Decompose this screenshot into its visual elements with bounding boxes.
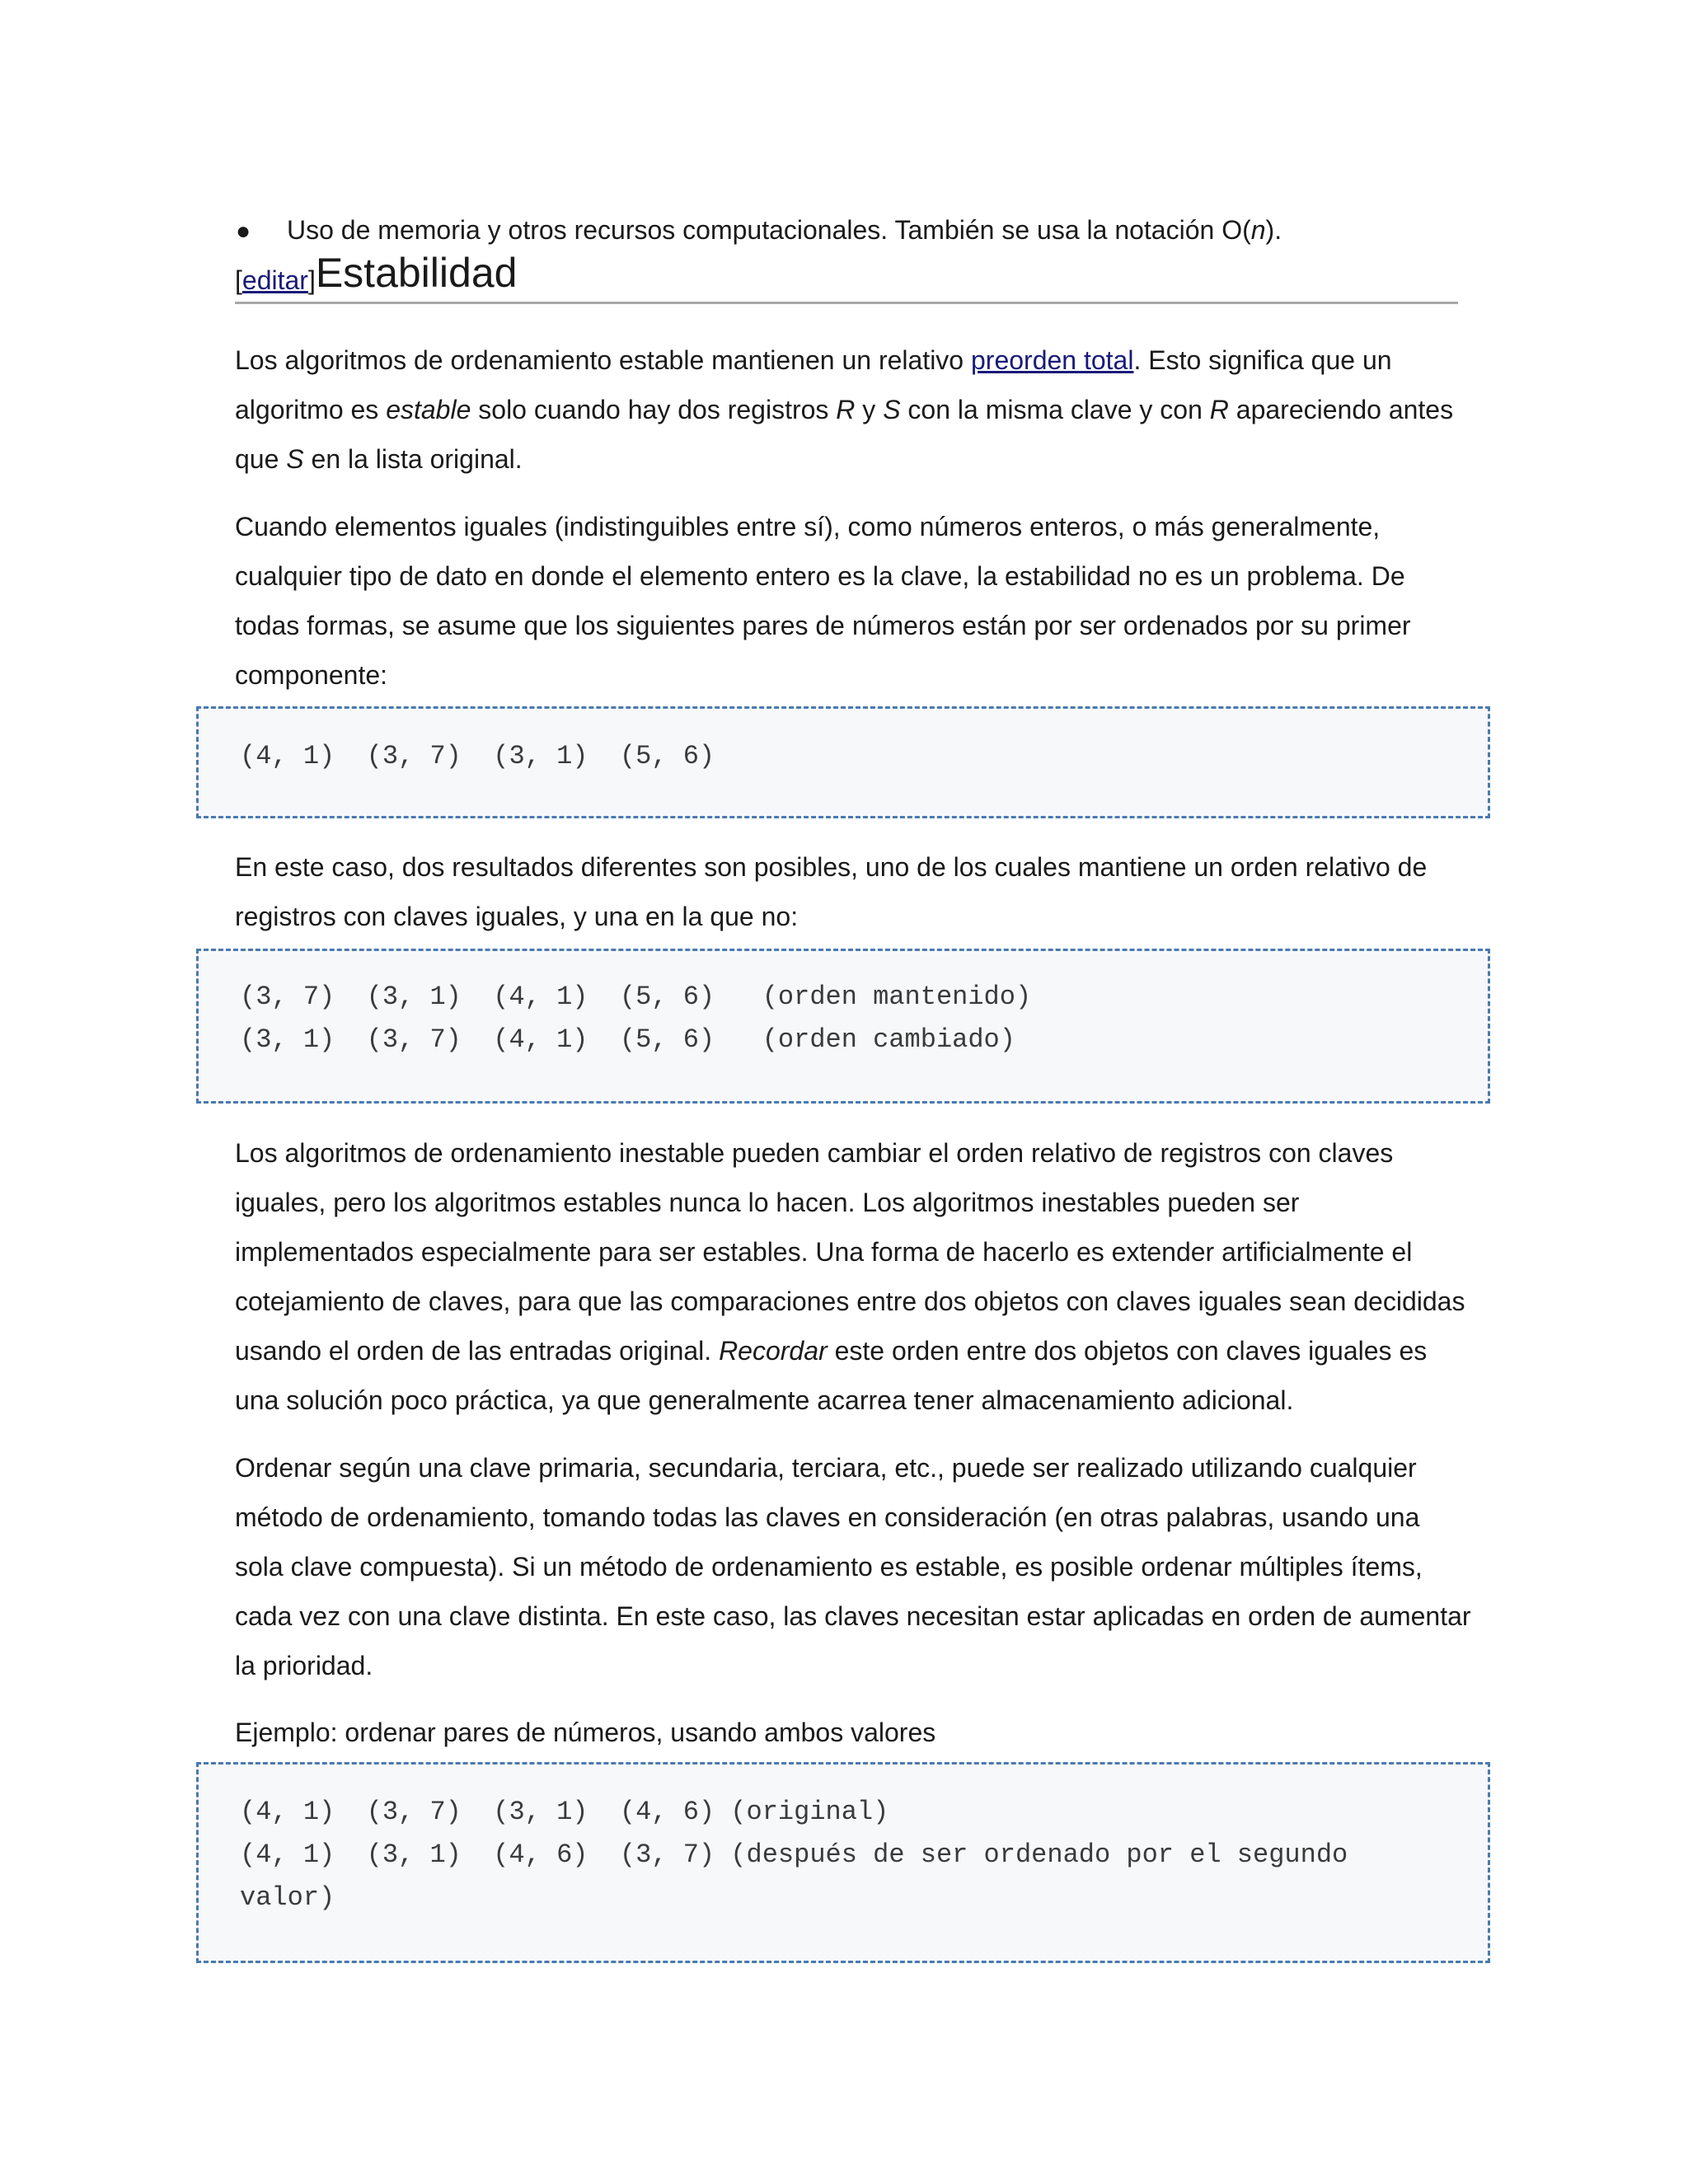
- section-title: Estabilidad: [315, 250, 518, 296]
- code-line: (4, 1) (3, 1) (4, 6) (3, 7) (después de ser ordenado por el segundo valor): [240, 1840, 1364, 1913]
- paragraph-4: Los algoritmos de ordenamiento inestable pueden cambiar el orden relativo de registros con claves iguales, pero los algoritmos estables nunca lo hacen. Los algoritmos inestables pueden ser implementados especialmente para ser estables. Una forma de hacerlo es extender artificialmente el cotejamiento de claves, para que las comparaciones entre dos objetos con claves iguales sean decididas usando el orden de las entradas original. Recordar este orden entre dos objetos con claves iguales es una solución poco práctica, ya que generalmente acarrea tener almacenamiento adicional.: [235, 1138, 1465, 1415]
- edit-link[interactable]: editar: [241, 265, 308, 295]
- paragraph-1: Los algoritmos de ordenamiento estable mantienen un relativo preorden total. Esto significa que un algoritmo es estable solo cuando hay dos registros R y S con la misma clave y con R apareciendo antes que S en la lista original.: [235, 345, 1454, 474]
- section-heading: [235, 247, 1458, 304]
- paragraph-5: Ordenar según una clave primaria, secundaria, terciara, etc., puede ser realizado utilizando cualquier método de ordenamiento, tomando todas las claves en consideración (en otras palabras, usando una sola clave compuesta). Si un método de ordenamiento es estable, es posible ordenar múltiples ítems, cada vez con una clave distinta. En este caso, las claves necesitan estar aplicadas en orden de aumentar la prioridad.: [235, 1453, 1471, 1680]
- bullet-dot-icon: ●: [236, 218, 251, 245]
- code-line: (4, 1) (3, 7) (3, 1) (4, 6) (original): [240, 1797, 889, 1827]
- bullet-item: [236, 212, 1282, 250]
- edit-link-wrapper: [editar]: [235, 265, 316, 295]
- paragraph-2: Cuando elementos iguales (indistinguibles entre sí), como números enteros, o más generalmente, cualquier tipo de dato en donde el elemento entero es la clave, la estabilidad no es un problema. De todas formas, se asume que los siguientes pares de números están por ser ordenados por su primer componente:: [235, 512, 1411, 690]
- code-line: (4, 1) (3, 7) (3, 1) (5, 6): [240, 741, 715, 771]
- paragraph-3: En este caso, dos resultados diferentes son posibles, uno de los cuales mantiene un orden relativo de registros con claves iguales, y una en la que no:: [235, 852, 1428, 931]
- bullet-text: Uso de memoria y otros recursos computacionales. También se usa la notación O(n).: [287, 215, 1282, 245]
- code-line: (3, 1) (3, 7) (4, 1) (5, 6) (orden cambiado): [240, 1024, 1015, 1055]
- code-block-3: [196, 1762, 1490, 1963]
- paragraph-6: Ejemplo: ordenar pares de números, usando ambos valores: [235, 1718, 936, 1747]
- preorden-total-link[interactable]: preorden total: [970, 345, 1134, 375]
- code-block-2: [196, 949, 1490, 1104]
- code-block-1: [196, 706, 1490, 818]
- code-line: (3, 7) (3, 1) (4, 1) (5, 6) (orden mantenido): [240, 982, 1032, 1012]
